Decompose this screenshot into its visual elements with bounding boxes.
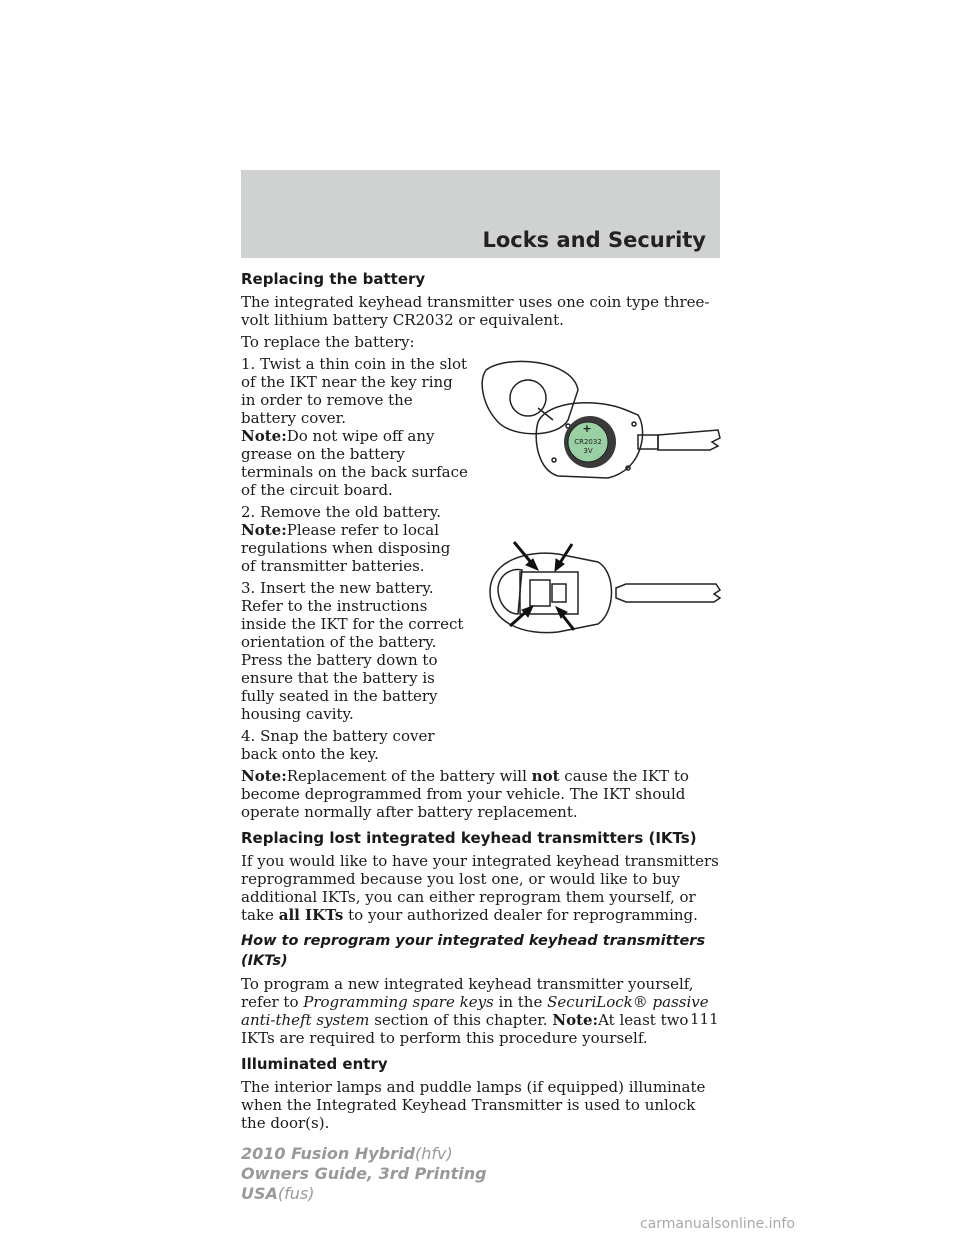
battery-intro: The integrated keyhead transmitter uses one coin type three-volt lithium battery CR2032 or equivalent. bbox=[241, 293, 710, 329]
page-number: 111 bbox=[690, 1010, 719, 1028]
replacing-lost-text bbox=[241, 852, 721, 924]
step-1-note: Do not wipe off any grease on the battery terminals on the back surface of the circuit board. bbox=[241, 427, 468, 499]
text: in the bbox=[498, 993, 543, 1011]
battery-voltage-label: 3V bbox=[583, 447, 593, 455]
heading-how-to-reprogram: How to reprogram your integrated keyhead transmitters (IKTs) bbox=[241, 933, 706, 969]
note-text: At least two IKTs are required to perform this procedure yourself. bbox=[241, 1011, 689, 1047]
section-title: Locks and Security bbox=[482, 228, 706, 252]
battery-model-label: CR2032 bbox=[574, 438, 602, 446]
step-2 bbox=[241, 503, 469, 575]
footer bbox=[241, 1144, 487, 1204]
text: section of this chapter. bbox=[374, 1011, 548, 1029]
step-4: 4. Snap the battery cover back onto the key. bbox=[241, 727, 435, 763]
key-blade bbox=[658, 430, 720, 450]
battery-plus: + bbox=[582, 422, 592, 435]
note-label: Note: bbox=[241, 427, 287, 445]
note-label: Note: bbox=[241, 767, 287, 785]
footer-line-1 bbox=[241, 1144, 487, 1164]
footer-region-code: (fus) bbox=[277, 1184, 315, 1203]
header-bar bbox=[241, 170, 720, 258]
reference-securilock: SecuriLock® passive anti-theft system bbox=[241, 993, 709, 1029]
key-battery-figure bbox=[478, 360, 722, 490]
step-3: 3. Insert the new battery. Refer to the instructions inside the IKT for the correct orientation of the battery. Press the battery down to ensure that the battery is fully seated in the battery housing cavity. bbox=[241, 579, 464, 723]
footer-region: USA bbox=[241, 1184, 278, 1203]
step-1 bbox=[241, 355, 469, 499]
step-2-note: Please refer to local regulations when disposing of transmitter batteries. bbox=[241, 521, 451, 575]
step-1-text: 1. Twist a thin coin in the slot of the IKT near the key ring in order to remove the battery cover. bbox=[241, 355, 468, 427]
note-emphasis: not bbox=[531, 767, 560, 785]
step-2-text: 2. Remove the old battery. bbox=[241, 503, 442, 521]
footer-line-2: Owners Guide, 3rd Printing bbox=[241, 1164, 487, 1183]
text: If you would like to have your integrated keyhead transmitters reprogrammed because you lost one, or would like to buy additional IKTs, you can either reprogram them yourself, or take bbox=[241, 852, 719, 924]
text: to your authorized dealer for reprogramming. bbox=[348, 906, 698, 924]
heading-illuminated-entry: Illuminated entry bbox=[241, 1055, 388, 1073]
footer-model-code: (hfv) bbox=[414, 1144, 453, 1163]
heading-replacing-battery: Replacing the battery bbox=[241, 270, 426, 288]
replacement-note bbox=[241, 767, 721, 821]
heading-replacing-lost: Replacing lost integrated keyhead transmitters (IKTs) bbox=[241, 829, 697, 847]
battery-cover-shape bbox=[482, 361, 578, 433]
watermark: carmanualsonline.info bbox=[640, 1216, 795, 1232]
footer-line-3 bbox=[241, 1184, 487, 1204]
illuminated-entry-text: The interior lamps and puddle lamps (if equipped) illuminate when the Integrated Keyhead Transmitter is used to unlock the door(s). bbox=[241, 1078, 706, 1132]
how-to-reprogram-text bbox=[241, 975, 721, 1047]
to-replace-text: To replace the battery: bbox=[241, 333, 415, 351]
battery-terminals-figure bbox=[478, 532, 722, 644]
note-text: cause the IKT to become deprogrammed from your vehicle. The IKT should operate normally after battery replacement. bbox=[241, 767, 689, 821]
note-text: Replacement of the battery will bbox=[286, 767, 527, 785]
key-blade bbox=[616, 584, 720, 602]
emphasis: all IKTs bbox=[278, 906, 344, 924]
footer-model: 2010 Fusion Hybrid bbox=[241, 1144, 415, 1163]
text: To program a new integrated keyhead transmitter yourself, refer to bbox=[241, 975, 694, 1011]
note-label: Note: bbox=[552, 1011, 599, 1029]
note-label: Note: bbox=[241, 521, 287, 539]
reference-programming-spare-keys: Programming spare keys bbox=[303, 993, 494, 1011]
